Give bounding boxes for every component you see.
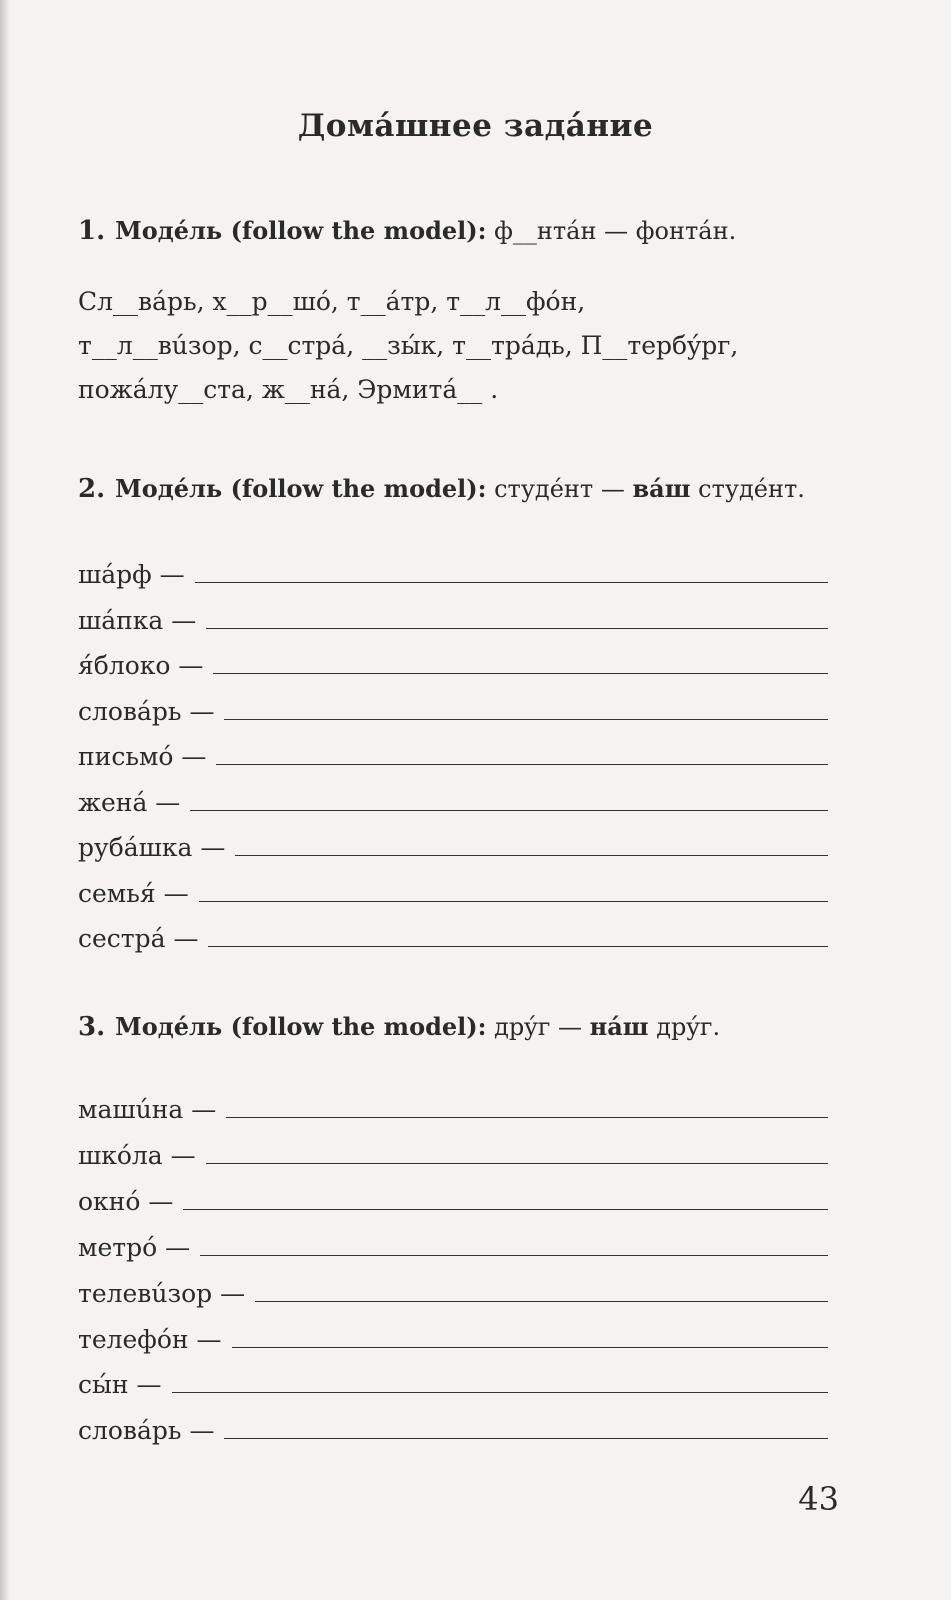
row-word: машúна —	[78, 1095, 217, 1124]
model-dash: —	[600, 475, 625, 503]
page-edge-shadow	[0, 0, 10, 1600]
task-3-row	[78, 1320, 828, 1354]
task-3-header	[78, 1012, 720, 1042]
answer-line[interactable]	[224, 1438, 828, 1439]
answer-line[interactable]	[183, 1209, 828, 1210]
answer-line[interactable]	[232, 1347, 828, 1348]
task-2-row	[78, 828, 828, 862]
answer-line[interactable]	[200, 1255, 828, 1256]
task-3-row	[78, 1365, 828, 1399]
task-label: Модéль (follow the model):	[115, 1012, 487, 1041]
model-right: студéнт.	[698, 475, 805, 503]
answer-line[interactable]	[206, 628, 828, 629]
model-accent: вáш	[632, 474, 691, 503]
exercise-line: Сл__вáрь, х__р__шó, т__áтр, т__л__фóн,	[78, 287, 586, 316]
task-number: 3.	[78, 1012, 106, 1042]
task-3-row	[78, 1182, 828, 1216]
answer-line[interactable]	[235, 855, 828, 856]
task-2-row	[78, 919, 828, 953]
row-word: шáпка —	[78, 606, 197, 635]
task-2-row	[78, 692, 828, 726]
task-2-header	[78, 474, 805, 504]
row-word: телевúзор —	[78, 1279, 246, 1308]
row-word: словáрь —	[78, 697, 215, 726]
answer-line[interactable]	[172, 1392, 828, 1393]
answer-line[interactable]	[216, 764, 828, 765]
row-word: семья́ —	[78, 879, 189, 908]
task-2-row	[78, 646, 828, 680]
answer-line[interactable]	[213, 673, 828, 674]
row-word: письмó —	[78, 742, 207, 771]
row-word: метрó —	[78, 1233, 191, 1262]
task-number: 2.	[78, 474, 106, 504]
task-1-exercise	[78, 280, 858, 412]
model-right: дрýг.	[656, 1013, 721, 1041]
task-label: Модéль (follow the model):	[115, 474, 487, 503]
answer-line[interactable]	[226, 1117, 828, 1118]
row-word: телефóн —	[78, 1325, 222, 1354]
task-2-row	[78, 874, 828, 908]
row-word: женá —	[78, 788, 181, 817]
model-dash: —	[604, 217, 629, 245]
task-3-row	[78, 1228, 828, 1262]
exercise-line: пожáлу__ста, ж__нá, Эрмитá__ .	[78, 375, 499, 404]
task-3-row	[78, 1411, 828, 1445]
page-number: 43	[798, 1480, 839, 1518]
row-word: словáрь —	[78, 1416, 215, 1445]
task-2-row	[78, 783, 828, 817]
task-3-row	[78, 1136, 828, 1170]
task-3-row	[78, 1090, 828, 1124]
row-word: сестрá —	[78, 924, 199, 953]
answer-line[interactable]	[206, 1163, 828, 1164]
model-left: студéнт	[494, 475, 594, 503]
task-2-row	[78, 737, 828, 771]
row-word: шáрф —	[78, 560, 185, 589]
model-left: ф__нтáн	[494, 217, 597, 245]
page-title: Домáшнее задáние	[297, 108, 654, 144]
model-left: дрýг	[494, 1013, 551, 1041]
row-word: окнó —	[78, 1187, 174, 1216]
task-number: 1.	[78, 216, 106, 246]
exercise-line: т__л__вúзор, с__стрá, __зы́к, т__трáдь, П__тербýрг,	[78, 331, 739, 360]
answer-line[interactable]	[195, 582, 828, 583]
row-word: я́блоко —	[78, 651, 204, 680]
row-word: сы́н —	[78, 1370, 162, 1399]
task-1-header	[78, 216, 736, 246]
answer-line[interactable]	[199, 901, 828, 902]
task-2-row	[78, 555, 828, 589]
model-right: фонтáн.	[635, 217, 737, 245]
row-word: шкóла —	[78, 1141, 196, 1170]
task-2-row	[78, 601, 828, 635]
answer-line[interactable]	[224, 719, 828, 720]
answer-line[interactable]	[255, 1301, 828, 1302]
model-dash: —	[558, 1013, 583, 1041]
answer-line[interactable]	[208, 946, 828, 947]
row-word: рубáшка —	[78, 833, 226, 862]
answer-line[interactable]	[190, 810, 828, 811]
model-accent: нáш	[589, 1012, 649, 1041]
task-3-row	[78, 1274, 828, 1308]
task-label: Модéль (follow the model):	[115, 216, 487, 245]
